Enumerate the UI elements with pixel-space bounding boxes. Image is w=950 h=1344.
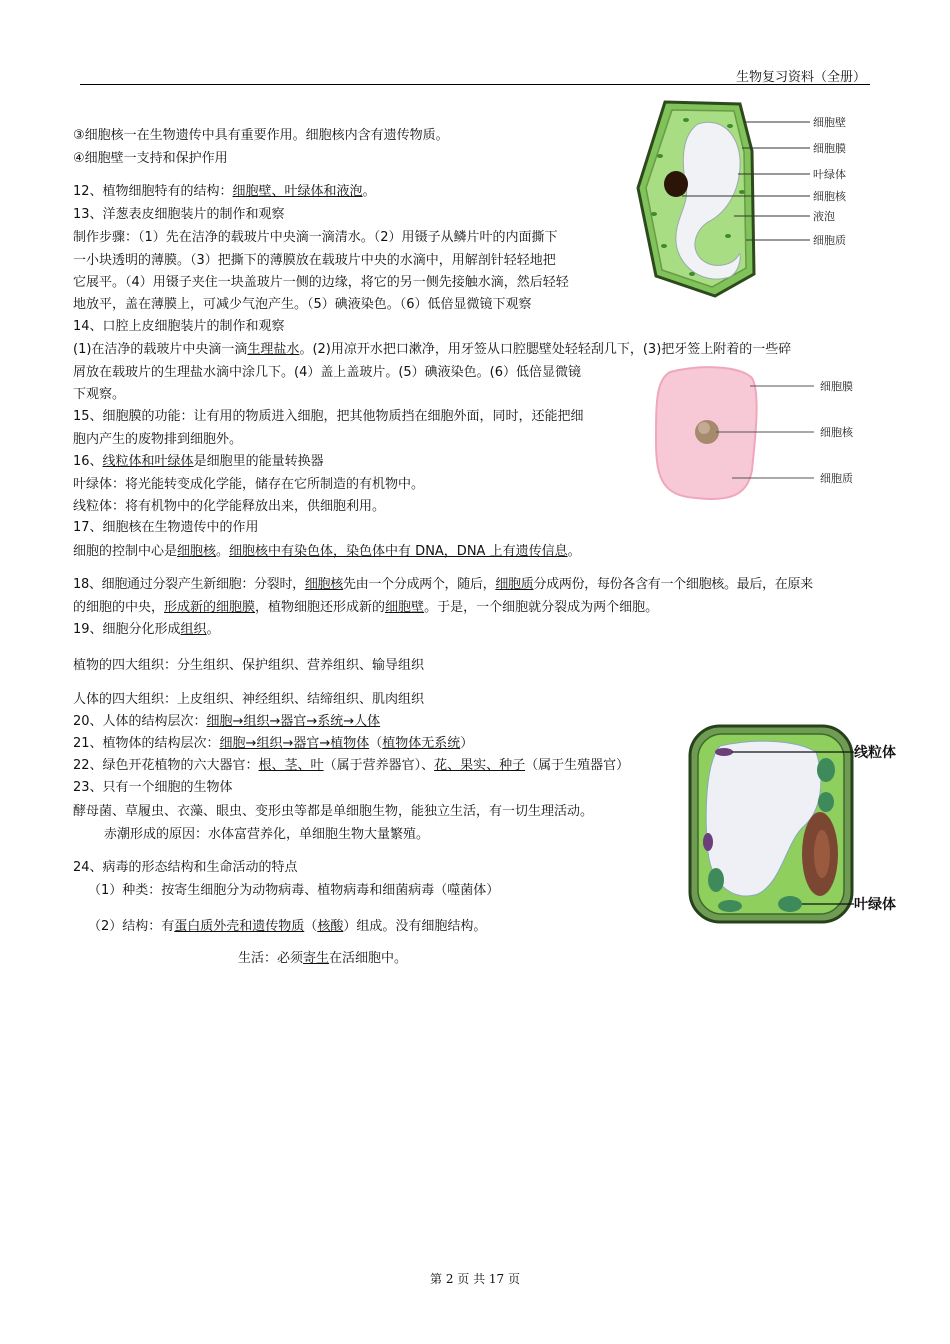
text-line: 酵母菌、草履虫、衣藻、眼虫、变形虫等都是单细胞生物，能独立生活，有一切生理活动。 — [73, 804, 594, 819]
text-line: 15、细胞膜的功能：让有用的物质进入细胞，把其他物质挡在细胞外面，同时，还能把细 — [73, 409, 584, 424]
text-line: 制作步骤：（1）先在洁净的载玻片中央滴一滴清水。（2）用镊子从鳞片叶的内面撕下 — [73, 230, 558, 245]
text-line: （2）结构：有蛋白质外壳和遗传物质（核酸）组成。没有细胞结构。 — [88, 919, 487, 934]
text-line: 21、植物体的结构层次：细胞→组织→器官→植物体（植物体无系统） — [73, 736, 474, 751]
text-line: 细胞的控制中心是细胞核。细胞核中有染色体，染色体中有 DNA，DNA 上有遗传信息。 — [73, 544, 581, 559]
fig1-label: 叶绿体 — [813, 168, 846, 181]
fig1-label: 细胞核 — [813, 190, 846, 203]
fig1-label: 细胞壁 — [813, 116, 846, 129]
epithelial-cell-diagram — [652, 362, 872, 507]
text-line: 13、洋葱表皮细胞装片的制作和观察 — [73, 207, 285, 222]
text-line: 12、植物细胞特有的结构：细胞壁、叶绿体和液泡。 — [73, 184, 376, 199]
text-line: 赤潮形成的原因：水体富营养化，单细胞生物大量繁殖。 — [104, 827, 430, 842]
fig3-label: 线粒体 — [854, 745, 896, 761]
page-header-title: 生物复习资料（全册） — [735, 70, 866, 85]
text-line: 胞内产生的废物排到细胞外。 — [73, 432, 243, 447]
text-line: 23、只有一个细胞的生物体 — [73, 780, 233, 795]
fig1-label: 细胞膜 — [813, 142, 846, 155]
text-line: (1)在洁净的载玻片中央滴一滴生理盐水。(2)用凉开水把口漱净，用牙签从口腔腮壁处轻轻刮几下，(3)把牙签上附着的一些碎 — [73, 342, 792, 357]
fig3-label: 叶绿体 — [854, 897, 896, 913]
text-line: 线粒体：将有机物中的化学能释放出来，供细胞利用。 — [73, 499, 386, 514]
fig2-label: 细胞质 — [820, 472, 853, 485]
text-line: 屑放在载玻片的生理盐水滴中涂几下。(4）盖上盖玻片。(5）碘液染色。(6）低倍显微镜 — [73, 365, 582, 380]
text-line: 下观察。 — [73, 387, 126, 402]
text-line: 16、线粒体和叶绿体是细胞里的能量转换器 — [73, 454, 324, 469]
plant-cell-mitochondria-diagram — [686, 722, 906, 927]
text-line: ④细胞壁一支持和保护作用 — [73, 151, 228, 166]
text-line: 它展平。（4）用镊子夹住一块盖玻片一侧的边缘，将它的另一侧先接触水滴，然后轻轻 — [73, 275, 569, 290]
text-line: 地放平，盖在薄膜上，可减少气泡产生。（5）碘液染色。（6）低倍显微镜下观察 — [73, 297, 532, 312]
text-line: 叶绿体：将光能转变成化学能，储存在它所制造的有机物中。 — [73, 477, 425, 492]
text-line: 14、口腔上皮细胞装片的制作和观察 — [73, 319, 285, 334]
text-line: （1）种类：按寄生细胞分为动物病毒、植物病毒和细菌病毒（噬菌体） — [88, 883, 500, 898]
text-line: 20、人体的结构层次：细胞→组织→器官→系统→人体 — [73, 714, 381, 729]
page-footer: 第 2 页 共 17 页 — [430, 1272, 520, 1286]
text-line: 植物的四大组织：分生组织、保护组织、营养组织、输导组织 — [73, 658, 425, 673]
text-line: 生活：必须寄生在活细胞中。 — [238, 951, 408, 966]
fig1-label: 液泡 — [813, 210, 835, 223]
text-line: 人体的四大组织：上皮组织、神经组织、结缔组织、肌肉组织 — [73, 692, 425, 707]
text-line: 17、细胞核在生物遗传中的作用 — [73, 520, 259, 535]
fig2-label: 细胞核 — [820, 426, 853, 439]
plant-cell-diagram — [630, 96, 870, 301]
text-line: 一小块透明的薄膜。（3）把撕下的薄膜放在载玻片中央的水滴中，用解剖针轻轻地把 — [73, 253, 556, 268]
header-rule — [80, 84, 870, 85]
text-line: 19、细胞分化形成组织。 — [73, 622, 220, 637]
text-line: 18、细胞通过分裂产生新细胞：分裂时，细胞核先由一个分成两个，随后，细胞质分成两份，每份各含有一个细胞核。最后，在原来 — [73, 577, 813, 592]
text-line: 22、绿色开花植物的六大器官：根、茎、叶（属于营养器官）、花、果实、种子（属于生殖器官） — [73, 758, 630, 773]
fig2-label: 细胞膜 — [820, 380, 853, 393]
text-line: ③细胞核一在生物遗传中具有重要作用。细胞核内含有遗传物质。 — [73, 128, 449, 143]
fig1-label: 细胞质 — [813, 234, 846, 247]
text-line: 的细胞的中央，形成新的细胞膜，植物细胞还形成新的细胞壁。于是，一个细胞就分裂成为两个细胞。 — [73, 600, 659, 615]
text-line: 24、病毒的形态结构和生命活动的特点 — [73, 860, 298, 875]
